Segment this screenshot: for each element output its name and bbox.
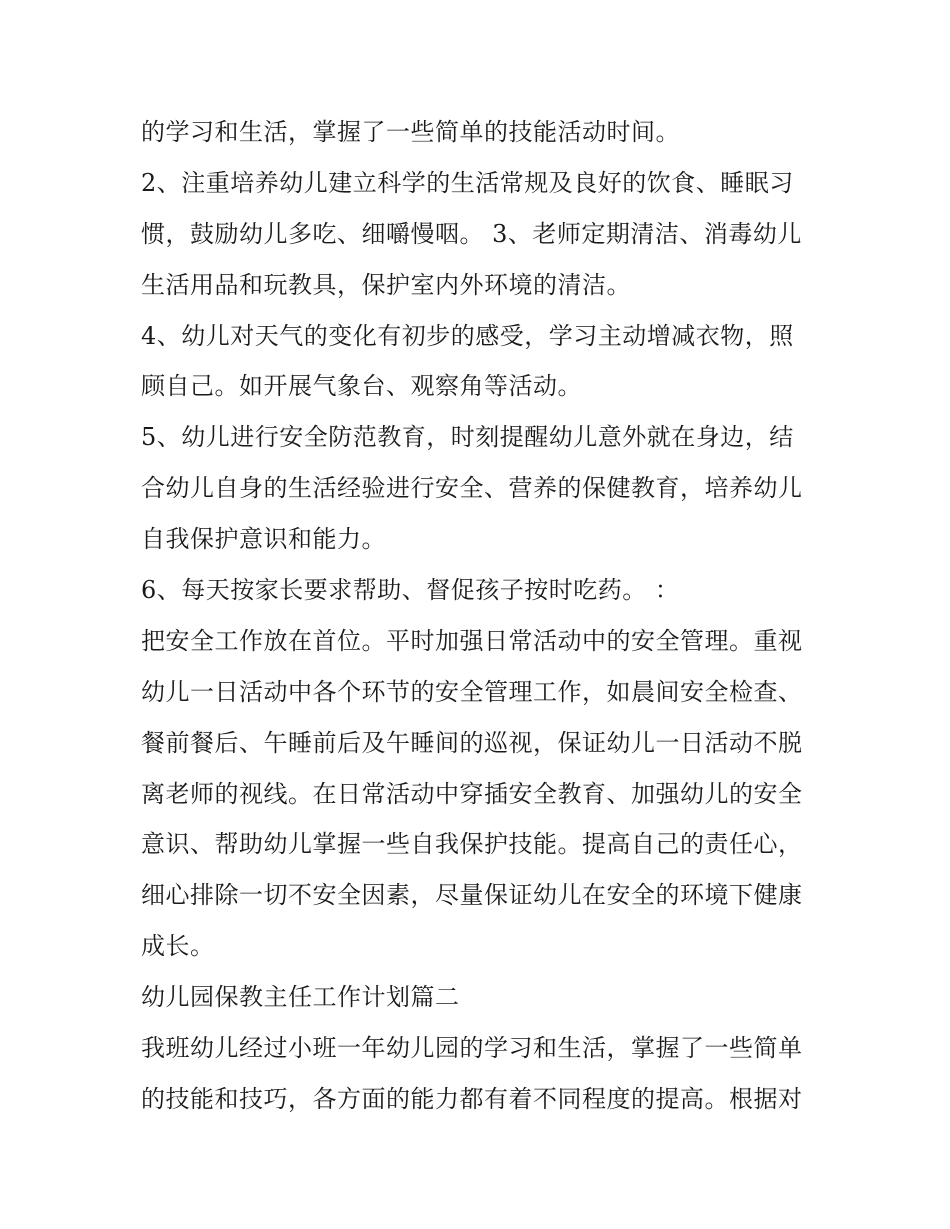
text-line: 生活用品和玩教具，保护室内外环境的清洁。 xyxy=(141,270,631,299)
text-line: 我班幼儿经过小班一年幼儿园的学习和生活，掌握了一些简单 xyxy=(141,1034,803,1063)
text-line: 离老师的视线。在日常活动中穿插安全教育、加强幼儿的安全 xyxy=(141,779,803,808)
text-line: 惯，鼓励幼儿多吃、细嚼慢咽。 3、老师定期清洁、消毒幼儿 xyxy=(141,219,802,248)
text-line: 的技能和技巧，各方面的能力都有着不同程度的提高。根据对 xyxy=(141,1084,803,1113)
text-line: 意识、帮助幼儿掌握一些自我保护技能。提高自己的责任心， xyxy=(141,830,803,859)
text-line: 顾自己。如开展气象台、观察角等活动。 xyxy=(141,372,582,401)
text-line: 5、幼儿进行安全防范教育，时刻提醒幼儿意外就在身边，结 xyxy=(141,423,794,452)
text-line: 把安全工作放在首位。平时加强日常活动中的安全管理。重视 xyxy=(141,626,803,655)
text-line: 4、幼儿对天气的变化有初步的感受，学习主动增减衣物，照 xyxy=(141,321,794,350)
text-line: 合幼儿自身的生活经验进行安全、营养的保健教育，培养幼儿 xyxy=(141,474,803,503)
text-line: 成长。 xyxy=(141,932,215,961)
text-line: 餐前餐后、午睡前后及午睡间的巡视，保证幼儿一日活动不脱 xyxy=(141,728,803,757)
section-heading: 幼儿园保教主任工作计划篇二 xyxy=(141,983,460,1012)
text-line: 幼儿一日活动中各个环节的安全管理工作，如晨间安全检查、 xyxy=(141,677,803,706)
text-line: 6、每天按家长要求帮助、督促孩子按时吃药。 ： xyxy=(141,576,680,605)
text-line: 的学习和生活，掌握了一些简单的技能活动时间。 xyxy=(141,118,680,146)
text-line: 2、注重培养幼儿建立科学的生活常规及良好的饮食、睡眠习 xyxy=(141,168,794,197)
document-body xyxy=(141,107,821,1125)
text-line: 自我保护意识和能力。 xyxy=(141,525,386,554)
text-line: 细心排除一切不安全因素，尽量保证幼儿在安全的环境下健康 xyxy=(141,881,803,910)
